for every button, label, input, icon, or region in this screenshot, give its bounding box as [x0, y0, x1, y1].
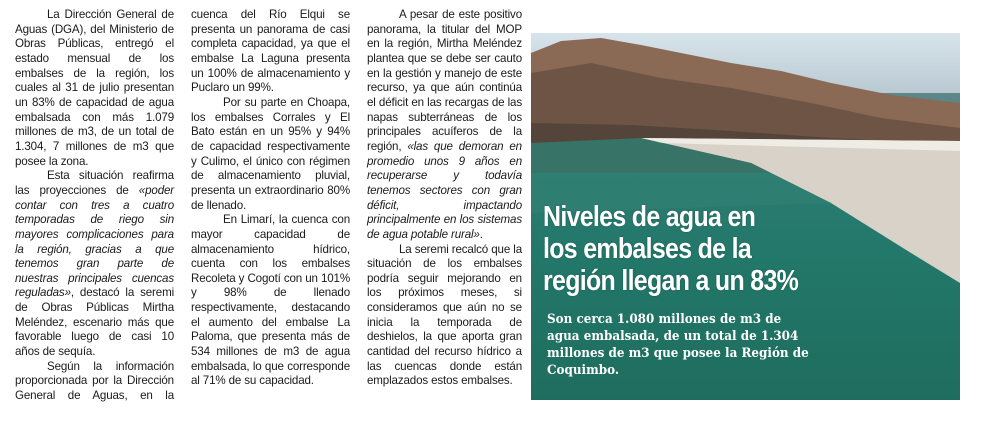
headline-line: región llegan a un 83% [543, 265, 799, 297]
text: A pesar de este positivo panorama, la titular del MOP en la región, Mirtha Meléndez plantea que se debe ser cauto en la gestión y manejo de este recurso, ya que aún continúa el déficit en las recargas de las napas subterráneas de los principales acuíferos de la región, [367, 8, 522, 153]
headline [543, 201, 798, 297]
paragraph: Por su parte en Choapa, los embalses Corrales y El Bato están en un 95% y 94% de capacidad respectivamente y Culimo, el único con régimen de almacenamiento pluvial, presenta un extraordinario 80% de llenado. [191, 95, 350, 212]
paragraph [15, 169, 174, 360]
quote: «las que demoran en promedio unos 9 años en recuperarse y todavía tenemos sectores con gran déficit, impactando principalmente en los sistemas de agua potable rural» [367, 139, 522, 241]
reservoir-photo [531, 33, 960, 400]
paragraph: La Dirección General de Aguas (DGA), del Ministerio de Obras Públicas, entregó el estado mensual de los embalses de la región, los cuales al 31 de julio presentan un 83% de capacidad de agua embalsada con más 1.079 millones de m3, de un total de 1.304, 7 millones de m3 que posee la zona. [15, 8, 174, 168]
text: , destacó la seremi de Obras Públicas Mirtha Meléndez, escenario más que favorable luego de casi 10 años de sequía. [15, 286, 174, 359]
text: . [479, 227, 483, 241]
headline-line: los embalses de la [543, 233, 752, 265]
article-columns-1-2 [15, 8, 350, 404]
text: Esta situación reafirma las proyecciones de [15, 169, 174, 197]
paragraph: La seremi recalcó que la situación de los embalses podría seguir mejorando en los próximos meses, si consideramos que aún no se inicia la temporada de deshielos, la que aporta gran cantidad del recurso hídrico a las cuencas donde están emplazados estos embalses. [367, 242, 522, 388]
subheadline: Son cerca 1.080 millones de m3 de agua embalsada, de un total de 1.304 millones de m3 que posee la Región de Coquimbo. [547, 312, 809, 378]
paragraph: Según la información proporcionada por la Dirección General de Aguas, en la cuenca del Río Elqui se presenta un panorama de casi completa capacidad, ya que el embalse La Laguna presenta un 100% de almacenamiento y Puclaro un 99%. [15, 8, 350, 403]
headline-line: Niveles de agua en [543, 201, 756, 233]
quote: «poder contar con tres a cuatro temporadas de riego sin mayores complicaciones para la región, gracias a que tenemos gran parte de nuestras principales cuencas reguladas» [15, 183, 174, 300]
paragraph [367, 8, 522, 243]
paragraph: En Limarí, la cuenca con mayor capacidad de almacenamiento hídrico, cuenta con los embalses Recoleta y Cogotí con un 101% y 98% de llenado respectivamente, destacando el aumento del embalse La Paloma, que presenta más de 534 millones de m3 de agua embalsada, lo que corresponde al 71% de su capacidad. [191, 213, 350, 388]
article-column-3 [367, 8, 522, 389]
